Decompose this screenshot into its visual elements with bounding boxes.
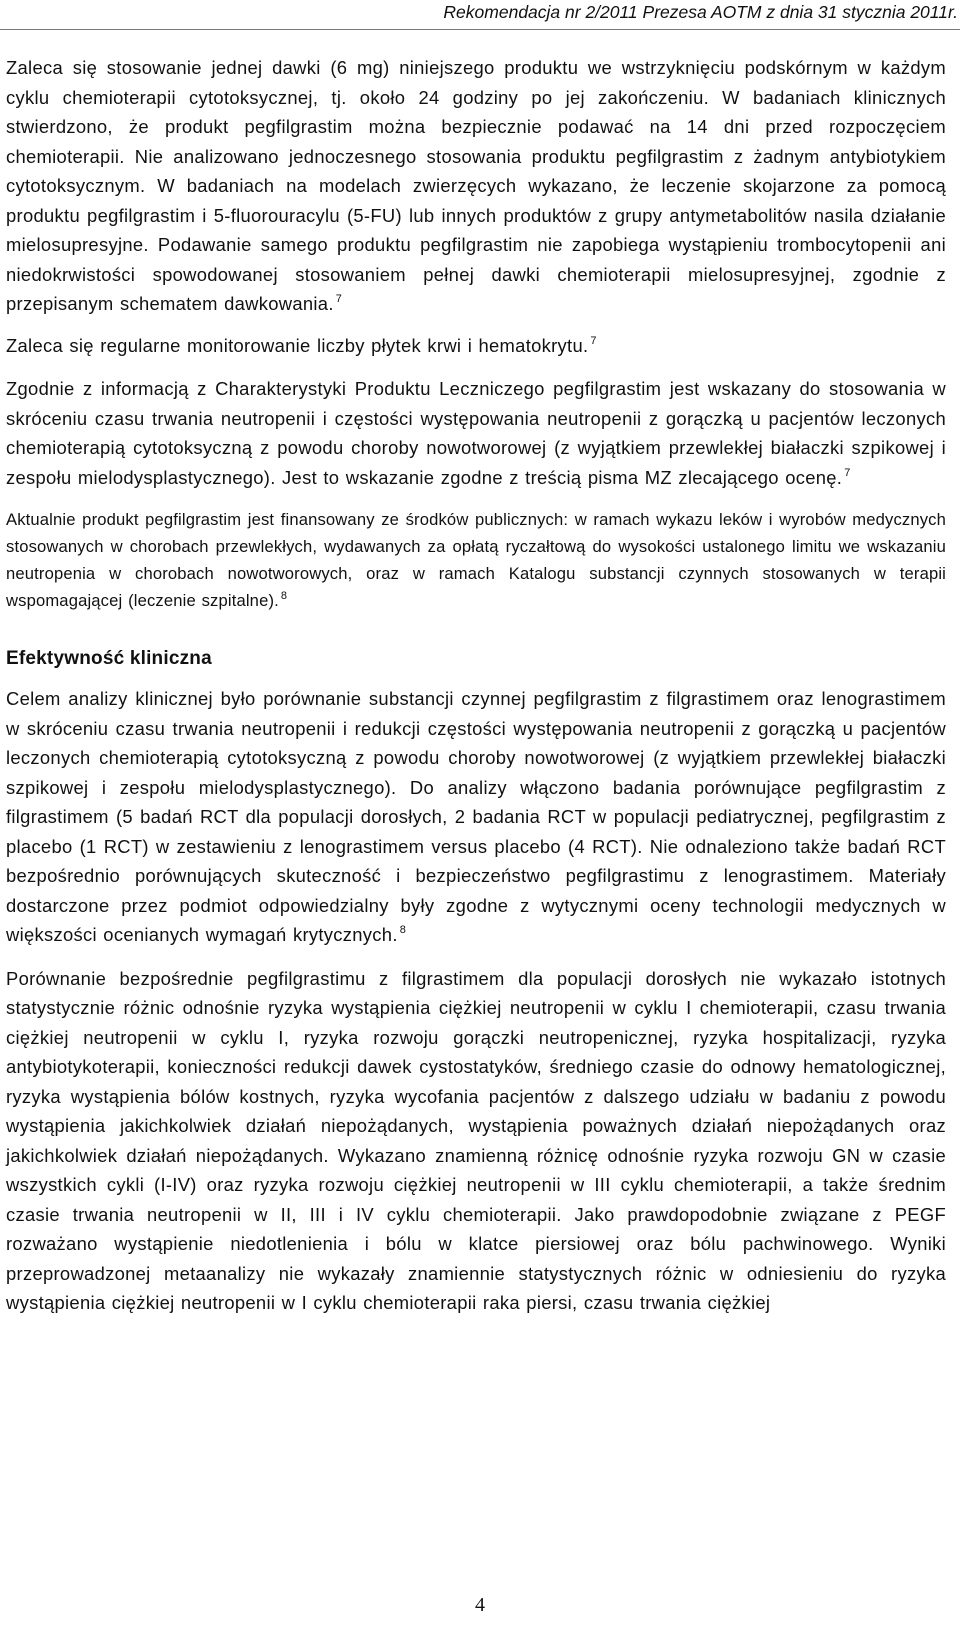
paragraph-comparison-text: Porównanie bezpośrednie pegfilgrastimu z filgrastimem dla populacji dorosłych nie wykazało istotnych statystycznie różnic odnośnie ryzyka wystąpienia ciężkiej neutropenii w cyklu I chemioterapii, czasu trwania ciężkiej neutropenii w cyklu I, ryzyka rozwoju gorączki neutropenicznej, ryzyka hospitalizacji, ryzyka antybiotykoterapii, konieczności redukcji dawek cystostatyków, średniego czasie do odnowy hematologicznej, ryzyka wystąpienia bólów kostnych, ryzyka wycofania pacjentów z dalszego udziału w badaniu z powodu wystąpienia jakichkolwiek działań niepożądanych, wystąpienia poważnych działań niepożądanych oraz jakichkolwiek działań niepożądanych. Wykazano znamienną różnicę odnośnie ryzyka rozwoju GN w czasie wszystkich cykli (I-IV) oraz ryzyka rozwoju ciężkiej neutropenii w III cyklu chemioterapii, a także średnim czasie trwania neutropenii w II, III i IV cyklu chemioterapii. Jako prawdopodobnie związane z PEGF rozważano wystąpienie niedotlenienia i bólu w klatce piersiowej oraz bólu pachwinowego. Wyniki przeprowadzonej metaanalizy nie wykazały znamiennie statystycznych różnic w odniesieniu do ryzyka wystąpienia ciężkiej neutropenii w I cyklu chemioterapii raka piersi, czasu trwania ciężkiej xyxy=(6,967,946,1313)
footnote-ref: 8 xyxy=(280,590,288,602)
footnote-ref: 7 xyxy=(844,466,851,479)
paragraph-monitoring-text: Zaleca się regularne monitorowanie liczby płytek krwi i hematokrytu. xyxy=(6,334,589,356)
running-header: Rekomendacja nr 2/2011 Prezesa AOTM z dnia 31 stycznia 2011r. xyxy=(443,2,958,22)
paragraph-clinical-analysis xyxy=(6,684,946,950)
paragraph-dosing-text: Zaleca się stosowanie jednej dawki (6 mg) niniejszego produktu we wstrzyknięciu podskórnym w każdym cyklu chemioterapii cytotoksycznej, tj. około 24 godziny po jej zakończeniu. W badaniach klinicznych stwierdzono, że produkt pegfilgrastim można bezpiecznie podawać na 14 dni przed rozpoczęciem chemioterapii. Nie analizowano jednoczesnego stosowania produktu pegfilgrastim z żadnym antybiotykiem cytotoksycznym. W badaniach na modelach zwierzęcych wykazano, że leczenie skojarzone za pomocą produktu pegfilgrastim i 5-fluorouracylu (5-FU) lub innych produktów z grupy antymetabolitów nasila działanie mielosupresyjne. Podawanie samego produktu pegfilgrastim nie zapobiega wystąpieniu trombocytopenii ani niedokrwistości spowodowanej stosowaniem pełnej dawki chemioterapii mielosupresyjnej, zgodnie z przepisanym schematem dawkowania. xyxy=(6,57,946,314)
section-heading: Efektywność kliniczna xyxy=(6,648,212,669)
footnote-ref: 8 xyxy=(399,924,407,936)
paragraph-financing-text: Aktualnie produkt pegfilgrastim jest finansowany ze środków publicznych: w ramach wykazu leków i wyrobów medycznych stosowanych w chorobach przewlekłych, wydawanych za opłatą ryczałtową do wysokości ustalonego limitu we wskazaniu neutropenia w chorobach nowotworowych, oraz w ramach Katalogu substancji czynnych stosowanych w terapii wspomagającej (leczenie szpitalne). xyxy=(6,510,946,610)
page-body xyxy=(6,53,946,1318)
header-divider xyxy=(0,29,960,30)
paragraph-clinical-analysis-text: Celem analizy klinicznej było porównanie substancji czynnej pegfilgrastim z filgrastimem oraz lenograstimem w skróceniu czasu trwania neutropenii i redukcji częstości występowania neutropenii z gorączką u pacjentów leczonych chemioterapią cytotoksyczną z powodu choroby nowotworowej (z wyjątkiem przewlekłej białaczki szpikowej i zespołu mielodysplastycznego). Do analizy włączono badania porównujące pegfilgrastim z filgrastimem (5 badań RCT dla populacji dorosłych, 2 badania RCT w populacji pediatrycznej, pegfilgrastim z placebo (1 RCT) w zestawieniu z lenograstimem versus placebo (4 RCT). Nie odnaleziono także badań RCT bezpośrednio porównujących skuteczność i bezpieczeństwo pegfilgrastimu z lenograstimem. Materiały dostarczone przez podmiot odpowiedzialny były zgodne z wytycznymi oceny technologii medycznych w większości ocenianych wymagań krytycznych. xyxy=(6,688,946,945)
paragraph-financing xyxy=(6,506,946,614)
page-number: 4 xyxy=(475,1594,485,1616)
footnote-ref: 7 xyxy=(590,334,597,347)
paragraph-dosing xyxy=(6,53,946,319)
paragraph-comparison xyxy=(6,964,946,1318)
paragraph-indication xyxy=(6,374,946,492)
paragraph-indication-text: Zgodnie z informacją z Charakterystyki Produktu Leczniczego pegfilgrastim jest wskazany do stosowania w skróceniu czasu trwania neutropenii i częstości występowania neutropenii z gorączką u pacjentów leczonych chemioterapią cytotoksyczną z powodu choroby nowotworowej (z wyjątkiem przewlekłej białaczki szpikowej i zespołu mielodysplastycznego). Jest to wskazanie zgodne z treścią pisma MZ zlecającego ocenę. xyxy=(6,378,946,488)
footnote-ref: 7 xyxy=(335,293,343,305)
paragraph-monitoring xyxy=(6,331,946,361)
